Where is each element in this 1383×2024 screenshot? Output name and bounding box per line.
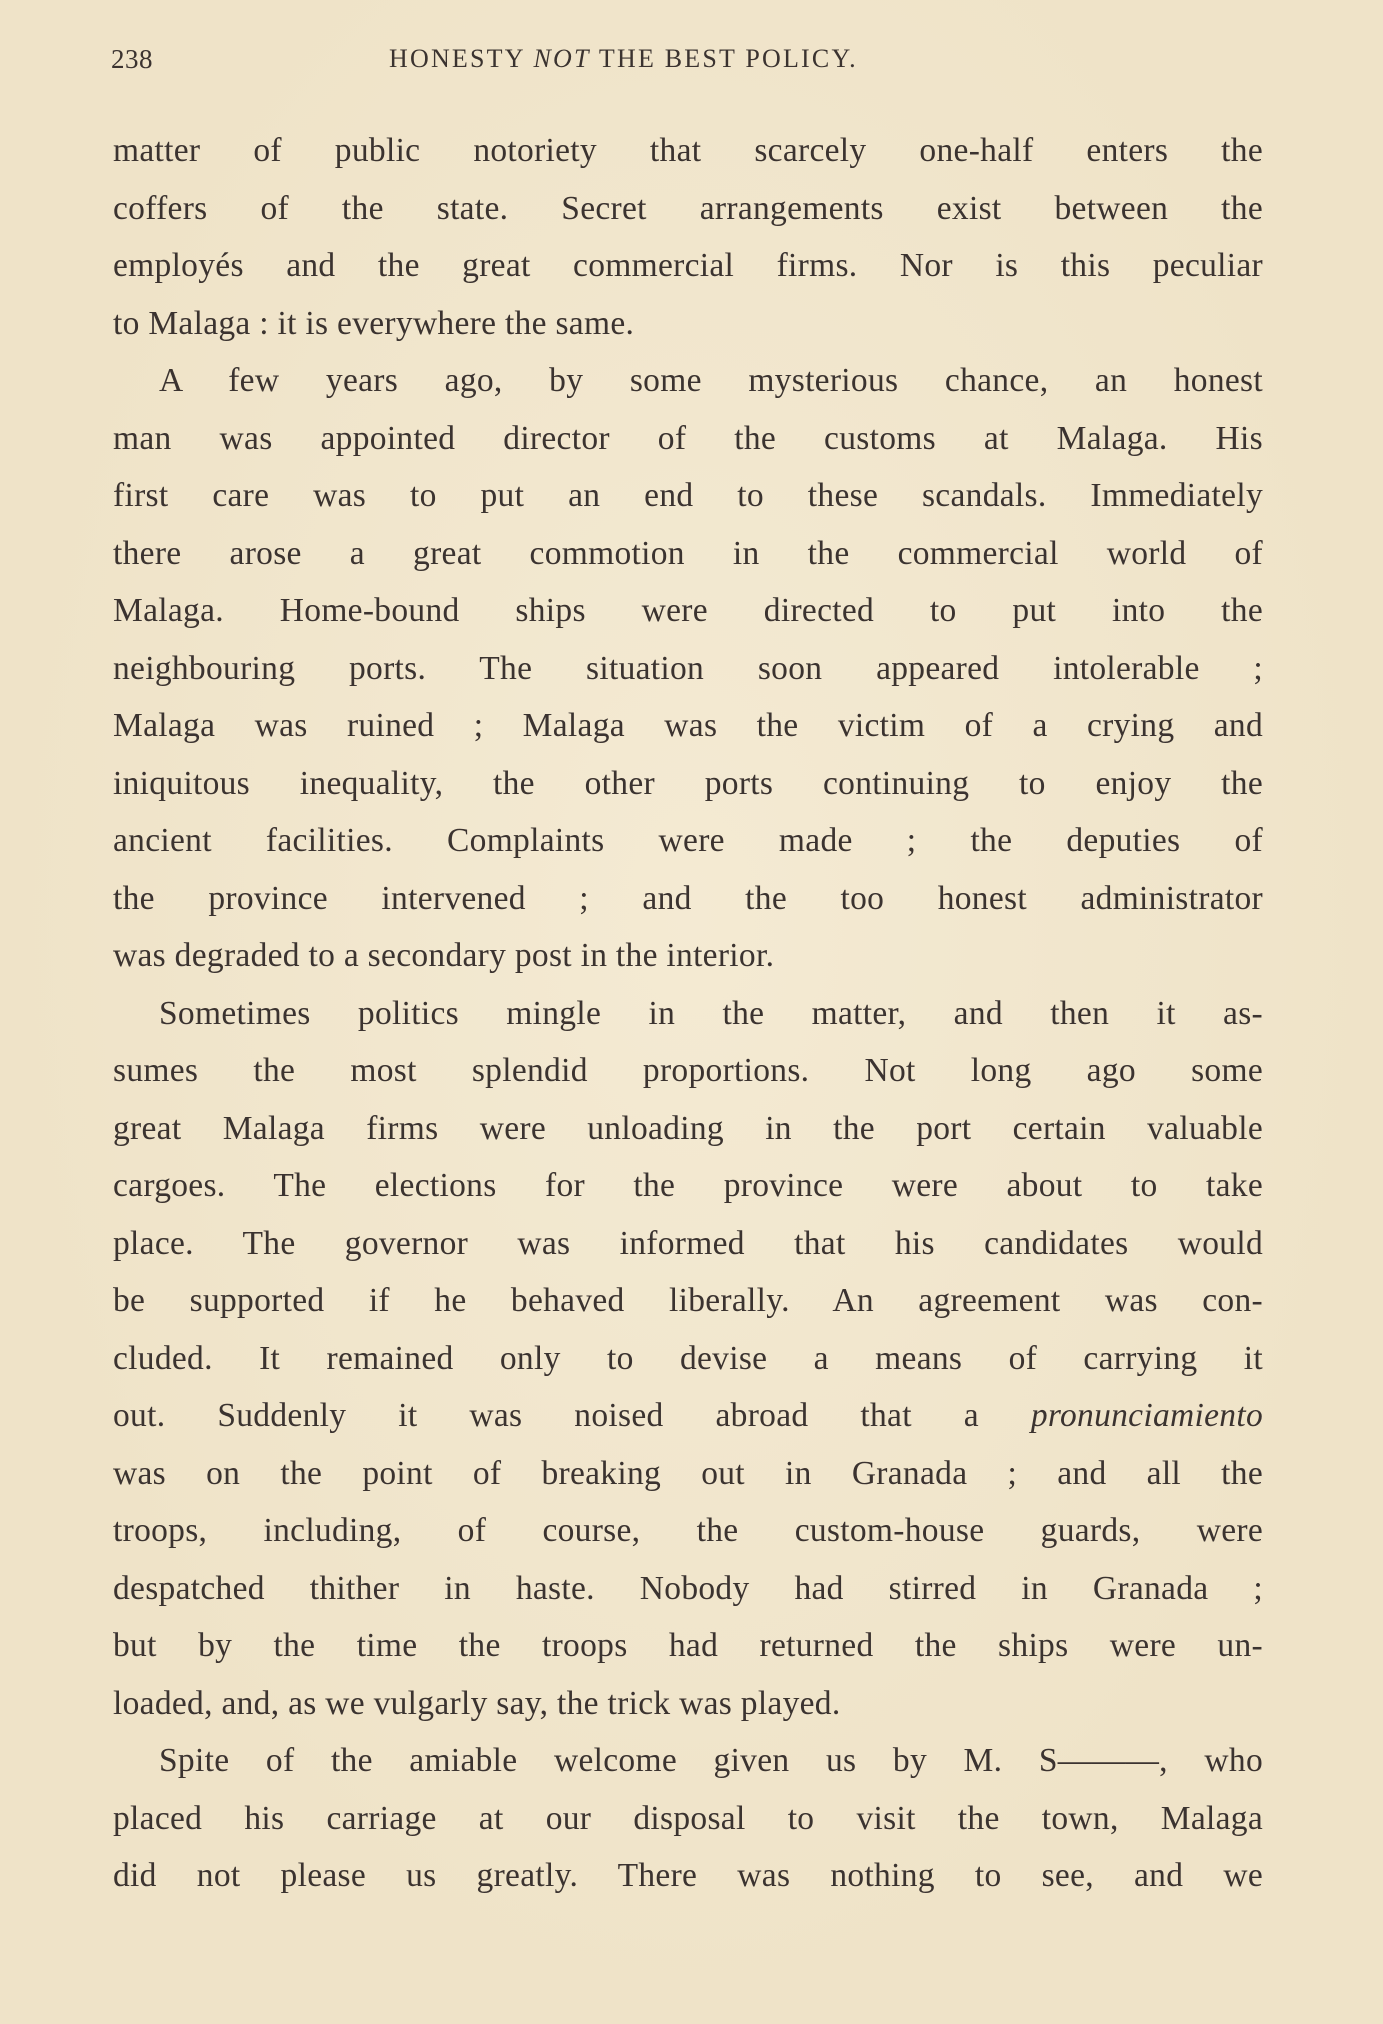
text-line: place. The governor was informed that his candidates would xyxy=(113,1224,1263,1262)
running-title xyxy=(389,44,858,74)
text-line: matter of public notoriety that scarcely one-half enters the xyxy=(113,132,1263,169)
text-line: neighbouring ports. The situation soon appeared intolerable ; xyxy=(113,649,1263,687)
text-line: Sometimes politics mingle in the matter, and then it as- xyxy=(159,994,1263,1032)
text-line: was on the point of breaking out in Granada ; and all the xyxy=(113,1454,1263,1492)
running-title-part1: HONESTY xyxy=(389,44,534,73)
text-line: cargoes. The elections for the province were about to take xyxy=(113,1167,1263,1204)
text-line xyxy=(113,1387,1263,1445)
italic-term: pronunciamiento xyxy=(1030,1397,1263,1434)
text-line: be supported if he behaved liberally. An agreement was con- xyxy=(113,1282,1263,1319)
text-line: ancient facilities. Complaints were made ; the deputies of xyxy=(113,822,1263,859)
text-line: was degraded to a secondary post in the interior. xyxy=(113,937,775,974)
text-line: there arose a great commotion in the commercial world of xyxy=(113,534,1263,572)
text-line: placed his carriage at our disposal to visit the town, Malaga xyxy=(113,1799,1263,1837)
text-line: Malaga was ruined ; Malaga was the victim of a crying and xyxy=(113,707,1263,744)
text-line: cluded. It remained only to devise a means of carrying it xyxy=(113,1339,1263,1377)
text-line: troops, including, of course, the custom-house guards, were xyxy=(113,1512,1263,1549)
text-line: man was appointed director of the customs at Malaga. His xyxy=(113,419,1263,457)
running-title-part2: THE BEST POLICY. xyxy=(590,44,858,73)
text-line: despatched thither in haste. Nobody had stirred in Granada ; xyxy=(113,1569,1263,1607)
text-line: but by the time the troops had returned the ships were un- xyxy=(113,1627,1263,1664)
text-line: the province intervened ; and the too honest administrator xyxy=(113,879,1263,917)
text-line: great Malaga firms were unloading in the port certain valuable xyxy=(113,1109,1263,1147)
body-text xyxy=(113,122,1263,1905)
text-line: to Malaga : it is everywhere the same. xyxy=(113,304,635,342)
text-line: loaded, and, as we vulgarly say, the trick was played. xyxy=(113,1684,841,1722)
text-line: sumes the most splendid proportions. Not long ago some xyxy=(113,1052,1263,1089)
text-line: A few years ago, by some mysterious chance, an honest xyxy=(159,362,1263,399)
text-line: Spite of the amiable welcome given us by M. S———, who xyxy=(159,1742,1263,1779)
text-line: first care was to put an end to these scandals. Immediately xyxy=(113,477,1263,514)
text-line: did not please us greatly. There was nothing to see, and we xyxy=(113,1857,1263,1894)
text-line: Malaga. Home-bound ships were directed to put into the xyxy=(113,592,1263,629)
page-number: 238 xyxy=(111,44,153,74)
text-line: coffers of the state. Secret arrangements exist between the xyxy=(113,189,1263,227)
text-line: iniquitous inequality, the other ports continuing to enjoy the xyxy=(113,764,1263,802)
text-line: employés and the great commercial firms. Nor is this peculiar xyxy=(113,247,1263,284)
text-line-segment: out. Suddenly it was noised abroad that a xyxy=(113,1397,1031,1434)
running-title-italic: NOT xyxy=(533,44,591,73)
running-head xyxy=(111,44,1263,84)
